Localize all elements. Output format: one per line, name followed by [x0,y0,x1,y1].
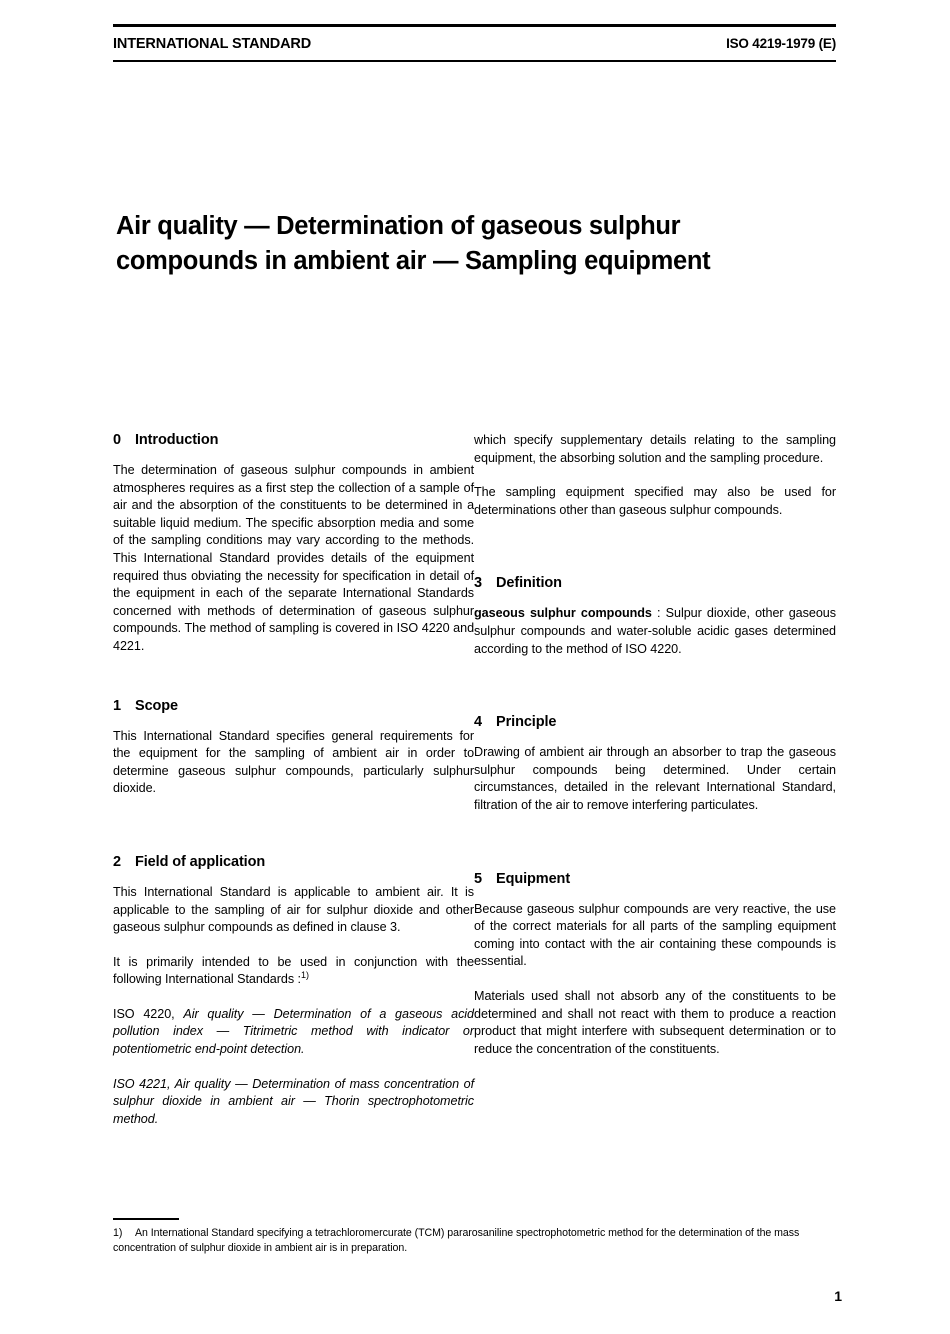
section-number-3: 3 [474,575,482,592]
page-title-line-1: Air quality — Determination of gaseous sulphur [116,212,681,240]
footnote-separator-rule [113,1218,179,1220]
section-5-paragraph-2: Materials used shall not absorb any of the constituents to be determined and shall not react with them to produce a reaction product that might interfere with subsequent determination or to reduce the concentration of the constituents. [474,988,836,1056]
header-standard-number: ISO 4219-1979 (E) [726,36,836,51]
footnote-body [113,1226,836,1256]
definition-term: gaseous sulphur compounds [474,606,652,621]
reference-iso-4221 [113,1076,474,1129]
section-number-1: 1 [113,697,121,714]
continued-paragraph-1: which specify supplementary details relating to the sampling equipment, the absorbing solution and the sampling procedure. [474,433,836,465]
page-title-line-2: compounds in ambient air — Sampling equipment [116,247,711,275]
footnote-text: An International Standard specifying a tetrachloromercurate (TCM) pararosaniline spectrophotometric method for the determination of the mass concentration of sulphur dioxide in ambient air is in preparation. [113,1227,800,1254]
definition-paragraph [474,605,836,658]
section-number-4: 4 [474,714,482,731]
intended-use-text: It is primarily intended to be used in conjunction with the following International Standards : [113,954,475,987]
section-2-paragraph-1: This International Standard is applicable to ambient air. It is applicable to the sampling of air for sulphur dioxide and other gaseous sulphur compounds as defined in clause 3. [113,884,475,935]
section-title-2: Field of application [135,853,266,870]
intended-use-paragraph [113,954,474,989]
content-columns [113,432,836,1128]
left-column [113,432,474,1128]
reference-iso-4221-prefix: ISO 4221, [113,1076,175,1091]
section-heading-0 [113,432,474,448]
section-title-0: Introduction [135,432,219,448]
page-number: 1 [834,1288,842,1304]
section-number-5: 5 [474,870,482,887]
reference-iso-4220-prefix: ISO 4220, [113,1006,184,1021]
reference-iso-4220 [113,1006,474,1059]
section-heading-5 [474,871,836,887]
definition-separator: : [651,606,666,621]
section-title-3: Definition [496,575,562,592]
header-row [113,27,836,60]
section-heading-2 [113,854,474,870]
page-footnote [113,1218,836,1256]
footnote-marker: 1) [113,1227,123,1239]
right-column [474,432,836,1128]
section-number-2: 2 [113,853,121,870]
section-title-5: Equipment [496,870,571,887]
section-heading-1 [113,698,474,714]
reference-iso-4220-title: Air quality — Determination of a gaseous acid pollution index — Titrimetric method with indicator or potentiometric end-point detection. [113,1006,475,1057]
section-title-1: Scope [135,697,179,714]
header-standard-label: INTERNATIONAL STANDARD [113,36,312,52]
page-header [113,24,836,62]
header-bottom-rule [113,60,836,62]
section-5-paragraph-1: Because gaseous sulphur compounds are very reactive, the use of the correct materials for all parts of the sampling equipment coming into contact with the air containing these compounds is essential. [474,901,836,969]
footnote-reference-1: 1) [300,970,309,981]
reference-iso-4221-title: Air quality — Determination of mass concentration of sulphur dioxide in ambient air — Thorin spectrophotometric method. [113,1076,475,1126]
section-heading-4 [474,714,836,730]
section-4-paragraph-1: Drawing of ambient air through an absorber to trap the gaseous sulphur compounds being determined. Under certain circumstances, detailed in the relevant International Standard, filtration of the air to remove interfering particulates. [474,745,836,812]
section-number-0: 0 [113,432,121,448]
page-title [116,209,816,279]
section-0-paragraph-1: The determination of gaseous sulphur compounds in ambient atmospheres requires as a first step the collection of a sample of air and the absorption of the constituents to be determined in a suitable liquid medium. The specific absorption media and some of the sampling conditions may vary according to the methods. This International Standard provides details of the equipment required thus obviating the necessity for specification in detail of the equipment in each of the separate International Standards concerned with methods of determination of gaseous sulphur compounds. The method of sampling is covered in ISO 4220 and 4221. [113,463,475,653]
continued-paragraph-2: The sampling equipment specified may also be used for determinations other than gaseous sulphur compounds. [474,485,836,517]
definition-body: Sulpur dioxide, other gaseous sulphur compounds and water-soluble acidic gases determined according to the method of ISO 4220. [474,606,836,656]
section-1-paragraph-1: This International Standard specifies general requirements for the equipment for the sampling of ambient air in order to determine gaseous sulphur compounds, particularly sulphur dioxide. [113,728,475,796]
section-title-4: Principle [496,714,557,731]
section-heading-3 [474,575,836,591]
